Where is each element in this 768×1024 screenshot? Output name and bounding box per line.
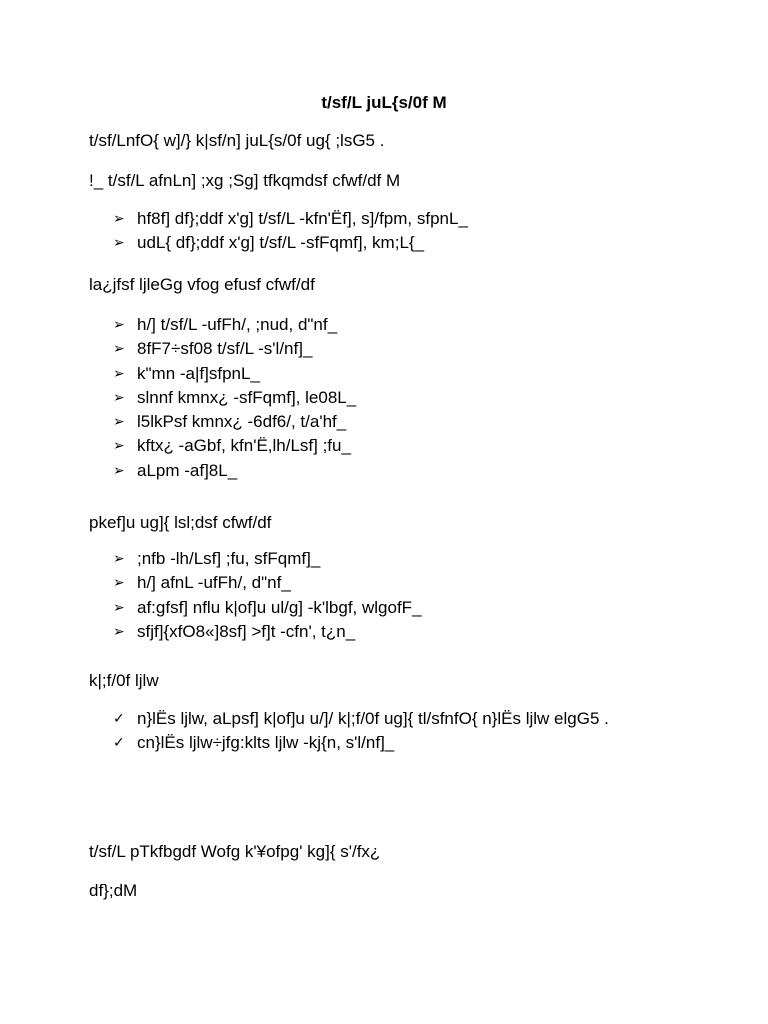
list-item: ➢ 8fF7÷sf08 t/sf/L -s'l/nf]_: [113, 337, 356, 361]
section-2-heading: la¿jfsf ljleGg vfog efusf cfwf/df: [89, 275, 315, 294]
section-3-heading: pkef]u ug]{ lsl;dsf cfwf/df: [89, 513, 272, 532]
list-item: ➢ ;nfb -lh/Lsf] ;fu, sfFqmf]_: [113, 547, 422, 571]
list-item: ➢ l5lkPsf kmnx¿ -6df6/, t/a'hf_: [113, 410, 356, 434]
list-item: ✓ n}lËs ljlw, aLpsf] k|of]u u/]/ k|;f/0f ug]{ tl/sfnfO{ n}lËs ljlw elgG5 .: [113, 707, 677, 731]
arrow-bullet-icon: ➢: [113, 341, 125, 358]
list-item: ➢ kftx¿ -aGbf, kfn'Ë,lh/Lsf] ;fu_: [113, 434, 356, 458]
arrow-bullet-icon: ➢: [113, 211, 125, 227]
arrow-bullet-icon: ➢: [113, 365, 125, 382]
list-item: ➢ aLpm -af]8L_: [113, 459, 356, 483]
section-4-heading: k|;f/0f ljlw: [89, 671, 159, 690]
arrow-bullet-icon: ➢: [113, 389, 125, 406]
list-item: ➢ sfjf]{xfO8«]8sf] >f]t -cfn', t¿n_: [113, 620, 422, 644]
check-bullet-icon: ✓: [113, 735, 125, 751]
arrow-bullet-icon: ➢: [113, 462, 125, 479]
arrow-bullet-icon: ➢: [113, 414, 125, 431]
arrow-bullet-icon: ➢: [113, 235, 125, 252]
list-item: ➢ hf8f] df};ddf x'g] t/sf/L -kfn'Ëf], s]/fpm, sfpnL_: [113, 207, 468, 231]
section-3-list: [113, 547, 422, 644]
section-1-list: [113, 207, 468, 256]
arrow-bullet-icon: ➢: [113, 623, 125, 640]
closing-label: df};dM: [89, 881, 138, 900]
list-item: ➢ k"mn -a|f]sfpnL_: [113, 362, 356, 386]
list-item: ✓ cn}lËs ljlw÷jfg:klts ljlw -kj{n, s'l/nf]_: [113, 731, 677, 755]
closing-heading: t/sf/L pTkfbgdf Wofg k'¥ofpg' kg]{ s'/fx¿: [89, 842, 381, 861]
section-2-list: [113, 313, 356, 483]
section-4-list: [113, 707, 677, 755]
intro-paragraph: t/sf/LnfO{ w]/} k|sf/n] juL{s/0f ug{ ;lsG5 .: [89, 131, 385, 150]
arrow-bullet-icon: ➢: [113, 551, 125, 567]
list-item: ➢ af:gfsf] nflu k|of]u ul/g] -k'lbgf, wlgofF_: [113, 596, 422, 620]
arrow-bullet-icon: ➢: [113, 575, 125, 592]
section-1-heading: !_ t/sf/L afnLn] ;xg ;Sg] tfkqmdsf cfwf/df M: [89, 171, 401, 190]
list-item: ➢ slnnf kmnx¿ -sfFqmf], le08L_: [113, 386, 356, 410]
list-item: ➢ udL{ df};ddf x'g] t/sf/L -sfFqmf], km;L{_: [113, 231, 468, 255]
arrow-bullet-icon: ➢: [113, 599, 125, 616]
arrow-bullet-icon: ➢: [113, 438, 125, 455]
page-title: t/sf/L juL{s/0f M: [321, 93, 447, 112]
list-item: ➢ h/] t/sf/L -ufFh/, ;nud, d"nf_: [113, 313, 356, 337]
list-item: ➢ h/] afnL -ufFh/, d"nf_: [113, 571, 422, 595]
check-bullet-icon: ✓: [113, 711, 125, 727]
arrow-bullet-icon: ➢: [113, 317, 125, 333]
